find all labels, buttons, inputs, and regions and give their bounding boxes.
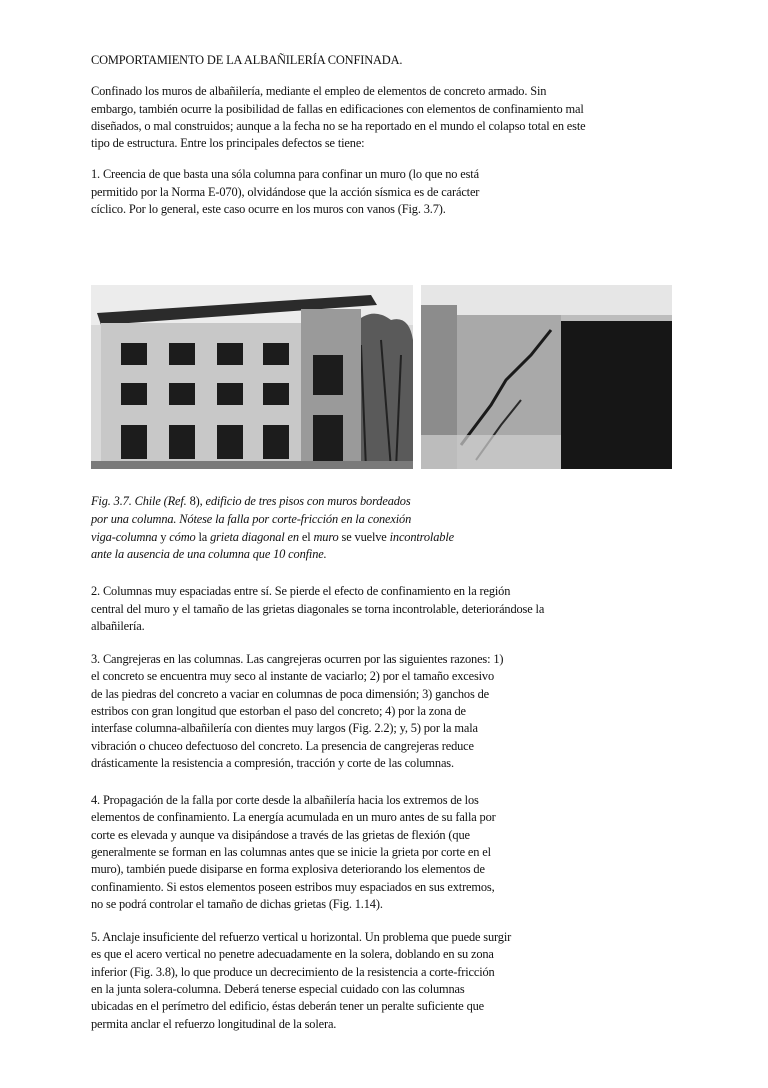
item-3-line: 3. Cangrejeras en las columnas. Las cangrejeras ocurren por las siguientes razones: 1) (91, 652, 504, 666)
item-5-line: en la junta solera-columna. Deberá tenerse especial cuidado con las columnas (91, 982, 465, 996)
intro-line: Confinado los muros de albañilería, mediante el empleo de elementos de concreto armado. Sin (91, 84, 547, 98)
figure-caption-line: ante la ausencia de una columna que 10 confine. (91, 547, 327, 561)
item-1-line: cíclico. Por lo general, este caso ocurre en los muros con vanos (Fig. 3.7). (91, 202, 446, 216)
intro-line: tipo de estructura. Entre los principales defectos se tiene: (91, 136, 365, 150)
caption-part: Fig. 3.7. Chile (Ref. (91, 494, 190, 508)
item-3-line: de las piedras del concreto a vaciar en columnas de poca dimensión; 3) ganchos de (91, 687, 489, 701)
item-3-line: estribos con gran longitud que estorban el paso del concreto; 4) por la zona de (91, 704, 466, 718)
item-4-line: elementos de confinamiento. La energía acumulada en un muro antes de su falla por (91, 810, 496, 824)
caption-part: grieta diagonal en (210, 530, 299, 544)
intro-line: diseñados, o mal construidos; aunque a la fecha no se ha reportado en el mundo el colapso total en este (91, 119, 586, 133)
caption-part: cómo (169, 530, 196, 544)
item-1-line: permitido por la Norma E-070), olvidándose que la acción sísmica es de carácter (91, 185, 480, 199)
figure-caption-line (91, 493, 411, 509)
item-5-line: 5. Anclaje insuficiente del refuerzo vertical u horizontal. Un problema que puede surgir (91, 930, 512, 944)
caption-part: muro (313, 530, 339, 544)
item-2-line: central del muro y el tamaño de las grietas diagonales se torna incontrolable, deteriorándose la (91, 602, 545, 616)
caption-part: se vuelve (338, 530, 390, 544)
item-3-line: vibración o chuceo defectuoso del concreto. La presencia de cangrejeras reduce (91, 739, 474, 753)
caption-part: edificio de tres pisos con muros bordeados (205, 494, 411, 508)
caption-part: la (195, 530, 211, 544)
item-4-line: no se podrá controlar el tamaño de dichas grietas (Fig. 1.14). (91, 897, 383, 911)
item-3-line: drásticamente la resistencia a compresión, tracción y corte de las columnas. (91, 756, 454, 770)
item-4-line: confinamiento. Si estos elementos poseen estribos muy espaciados en sus extremos, (91, 880, 495, 894)
item-2-line: 2. Columnas muy espaciadas entre sí. Se pierde el efecto de confinamiento en la región (91, 584, 511, 598)
item-4-line: generalmente se forman en las columnas antes que se inicie la grieta por corte en el (91, 845, 491, 859)
item-5-line: ubicadas en el perímetro del edificio, éstas deberán tener un peralte suficiente que (91, 999, 485, 1013)
item-4-line: corte es elevada y aunque va disipándose a través de las grietas de flexión (que (91, 828, 470, 842)
wall-crack-photo (421, 285, 672, 469)
caption-part: incontrolable (389, 530, 454, 544)
item-2-line: albañilería. (91, 619, 145, 633)
building-photo (91, 285, 413, 469)
caption-part: y (157, 530, 170, 544)
caption-part: viga-columna (91, 530, 158, 544)
intro-line: embargo, también ocurre la posibilidad de fallas en edificaciones con elementos de confinamiento mal (91, 102, 584, 116)
caption-part: el (298, 530, 314, 544)
figure-caption-line (91, 529, 454, 545)
item-4-line: muro), también puede disiparse en forma explosiva deteriorando los elementos de (91, 862, 485, 876)
item-5-line: es que el acero vertical no penetre adecuadamente en la solera, doblando en su zona (91, 947, 494, 961)
figure-caption-line: por una columna. Nótese la falla por corte-fricción en la conexión (91, 512, 412, 526)
document-title: COMPORTAMIENTO DE LA ALBAÑILERÍA CONFINADA. (91, 53, 403, 67)
item-3-line: interfase columna-albañilería con dientes muy largos (Fig. 2.2); y, 5) por la mala (91, 721, 478, 735)
item-3-line: el concreto se encuentra muy seco al instante de vaciarlo; 2) por el tamaño excesivo (91, 669, 495, 683)
caption-part: 8), (189, 494, 206, 508)
item-1-line: 1. Creencia de que basta una sóla columna para confinar un muro (lo que no está (91, 167, 479, 181)
item-4-line: 4. Propagación de la falla por corte desde la albañilería hacia los extremos de los (91, 793, 479, 807)
item-5-line: permita anclar el refuerzo longitudinal de la solera. (91, 1017, 337, 1031)
item-5-line: inferior (Fig. 3.8), lo que produce un decrecimiento de la resistencia a corte-fricción (91, 965, 495, 979)
